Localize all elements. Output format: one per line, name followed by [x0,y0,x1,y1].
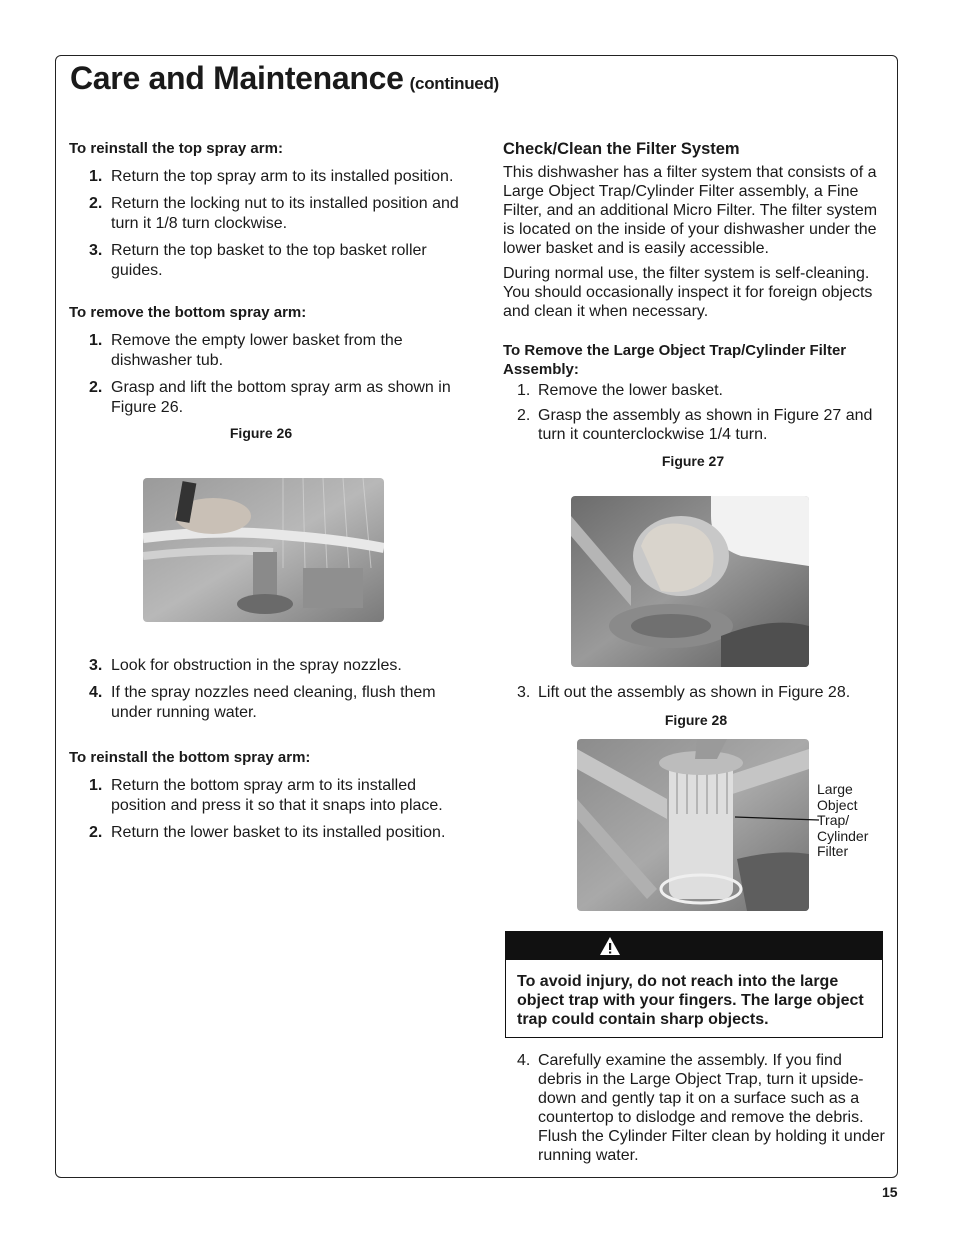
step-text: Carefully examine the assembly. If you find debris in the Large Object Trap, turn it upside-down and gently tap it on a surface such as a countertop to dislodge and remove the debris. Flush the Cylinder Filter clean by holding it under running water. [538,1052,885,1164]
step-number: 1. [517,382,531,399]
left-column [69,140,459,441]
step-text: Remove the empty lower basket from the dishwasher tub. [111,332,403,369]
step-text: Grasp the assembly as shown in Figure 27 and turn it counterclockwise 1/4 turn. [538,407,873,443]
figure-caption: Figure 28 [664,712,728,728]
list-item [503,406,888,444]
section-heading: Check/Clean the Filter System [503,140,740,158]
step-number: 1. [89,777,103,794]
list-item [69,776,459,816]
list-item [69,194,459,234]
step-text: Return the locking nut to its installed position and turn it 1/8 turn clockwise. [111,195,459,232]
figure-caption: Figure 27 [661,453,725,469]
step-number: 2. [517,407,531,424]
list-item [69,823,459,843]
warning-box [505,931,883,1038]
list-item [69,331,459,371]
right-column [503,140,888,469]
callout-line-text: Cylinder [817,827,869,844]
step-text: Look for obstruction in the spray nozzles. [111,657,402,674]
filter-remove-steps [503,381,888,444]
callout-line-text: Trap/ [817,812,850,828]
step-text: Return the lower basket to its installed position. [111,824,446,841]
filter-remove-steps-continued [503,683,888,702]
bottom-arm-remove-steps-continued [69,656,459,723]
step-number: 1. [89,332,103,349]
page-number: 15 [882,1184,898,1200]
list-item [503,1051,888,1165]
figure-26-photo [143,478,384,622]
title-text: Care and Maintenance [70,60,404,96]
right-column-step4 [503,1051,888,1171]
page-title [70,60,499,97]
figure-28-photo [577,739,809,911]
step-text: Remove the lower basket. [538,382,723,399]
step-number: 2. [89,824,103,841]
step-number: 2. [89,195,103,212]
section-heading: To remove the bottom spray arm: [69,304,307,321]
step-text: Return the top basket to the top basket roller guides. [111,242,427,279]
callout-line [735,812,820,822]
figure-caption: Figure 26 [229,425,293,441]
figure-28-callout [817,782,868,860]
callout-line-text: Large [817,781,853,797]
callout-line-text: Filter [817,843,849,859]
callout-line-text: Object [817,796,858,813]
figure-27-photo [571,496,809,667]
step-text: If the spray nozzles need cleaning, flush them under running water. [111,684,436,721]
list-item [69,167,459,187]
step-text: Lift out the assembly as shown in Figure 28. [538,684,851,701]
list-item [503,683,888,702]
section-heading: To reinstall the top spray arm: [69,140,283,157]
top-arm-reinstall-steps [69,167,459,281]
list-item [69,378,459,418]
warning-text: To avoid injury, do not reach into the large object trap with your fingers. The large object trap could contain sharp objects. [517,973,864,1028]
bottom-arm-reinstall-steps [69,776,459,843]
filter-clean-steps [503,1051,888,1165]
step-number: 4. [517,1052,531,1069]
list-item [69,656,459,676]
step-number: 4. [89,684,103,701]
list-item [69,683,459,723]
warning-header-bar [506,932,882,960]
title-continued: (continued) [409,74,499,93]
step-number: 3. [89,242,103,259]
right-column-step3 [503,683,888,728]
bottom-arm-remove-steps [69,331,459,418]
step-number: 1. [89,168,103,185]
step-text: Return the top spray arm to its installed position. [111,168,454,185]
step-text: Return the bottom spray arm to its installed position and press it so that it snaps into place. [111,777,443,814]
left-column-continued [69,656,459,850]
step-text: Grasp and lift the bottom spray arm as shown in Figure 26. [111,379,451,416]
list-item [69,241,459,281]
warning-triangle-icon [599,936,621,956]
paragraph: During normal use, the filter system is self-cleaning. You should occasionally inspect it for foreign objects and clean it when necessary. [503,265,873,320]
paragraph: This dishwasher has a filter system that consists of a Large Object Trap/Cylinder Filter assembly, a Fine Filter, and an additional Micro Filter. The filter system is located on the inside of your dishwasher under the lower basket and is easily accessible. [503,164,878,257]
step-number: 3. [517,684,531,701]
step-number: 3. [89,657,103,674]
step-number: 2. [89,379,103,396]
list-item [503,381,888,400]
section-heading: To reinstall the bottom spray arm: [69,749,311,766]
subsection-heading: To Remove the Large Object Trap/Cylinder Filter Assembly: [503,342,847,378]
